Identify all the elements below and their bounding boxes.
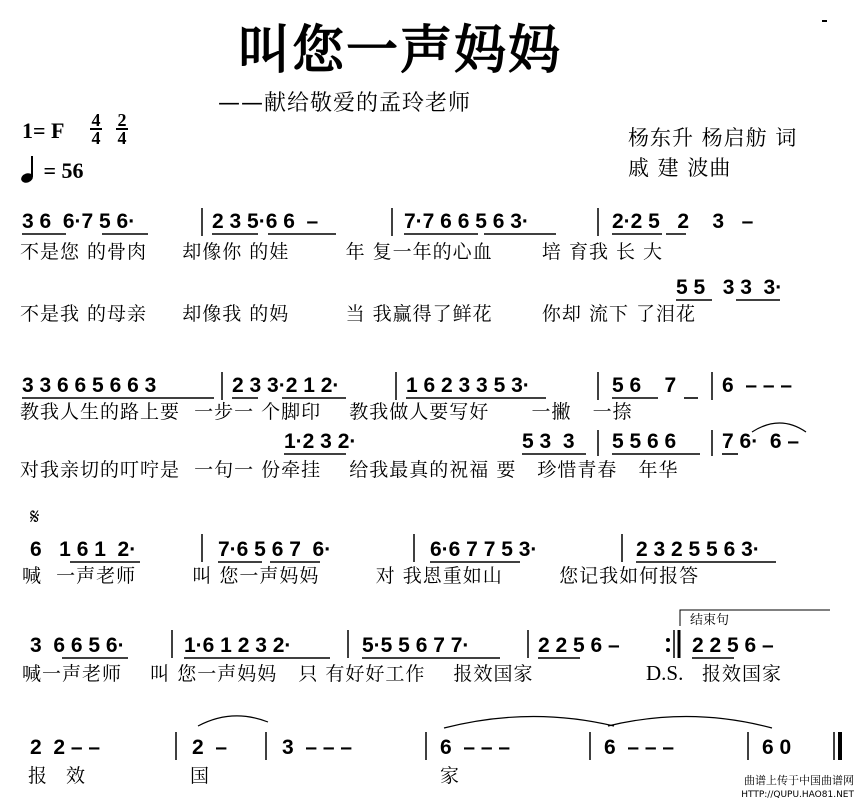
notes-4-m2: 1·6 1 2 3 2· [184, 634, 292, 657]
lyric-2-verse-1: 教我人生的路上要 一步一 个脚印 教我做人要写好 一撇 一捺 [20, 401, 633, 423]
notes-5-m6: 6 0 [762, 736, 792, 759]
alt-notes-2d: 7 6· 6 – [722, 430, 800, 453]
lyric-3: 喊 一声老师 叫 您一声妈妈 对 我恩重如山 您记我如何报答 [22, 565, 700, 587]
notes-1-m4: 2·2 5 2 3 – [612, 210, 754, 233]
time-signature-4-4: 4 4 [91, 110, 101, 148]
system-2 [20, 372, 806, 481]
tempo-value: = 56 [43, 158, 84, 183]
notes-5-m3: 3 – – – [282, 736, 353, 759]
ending-label: 结束句 [690, 613, 730, 628]
notes-1-m3: 7·7 6 6 5 6 3· [404, 210, 529, 233]
alt-notes-2c: 5 5 6 6 [612, 430, 677, 453]
watermark-text: 曲谱上传于中国曲谱网 [744, 774, 854, 787]
notes-5-m5: 6 – – – [604, 736, 675, 759]
notes-5-m4: 6 – – – [440, 736, 511, 759]
notes-2-m4: 5 6 7 [612, 374, 677, 397]
time-signature-2-4: 2 4 [117, 110, 127, 148]
alt-notes-2b: 5 3 3 [522, 430, 575, 453]
notes-3-m3: 6·6 7 7 5 3· [430, 538, 538, 561]
notes-5-m2: 2 – [192, 736, 228, 759]
system-4 [22, 610, 830, 685]
notes-4-m4: 2 2 5 6 – [538, 634, 620, 657]
tie [608, 716, 772, 728]
notes-4-m1: 3 6 6 5 6· [30, 634, 125, 657]
lyric-5-a: 报 [28, 765, 49, 787]
notes-2-m5: 6 – – – [722, 374, 793, 397]
notes-3-m1: 6 1 6 1 2· [30, 538, 137, 561]
notes-2-m1: 3 3 6 6 5 6 6 3 [22, 374, 157, 397]
notes-2-m2: 2 3 3·2 1 2· [232, 374, 340, 397]
system-3 [22, 505, 776, 587]
notes-1-m1: 3 6 6·7 5 6· [22, 210, 136, 233]
lyric-1-verse-2: 不是我 的母亲 却像我 的妈 当 我赢得了鲜花 你却 流下 了泪花 [20, 303, 696, 325]
alt-notes-2a: 1·2 3 2· [284, 430, 357, 453]
notes-4-m5: 2 2 5 6 – [692, 634, 774, 657]
lyric-5-b: 效 [66, 765, 87, 787]
notes-4-m3: 5·5 5 6 7 7· [362, 634, 470, 657]
tie [444, 716, 614, 728]
notes-1-m2: 2 3 5·6 6 – [212, 210, 319, 233]
segno-icon: 𝄋 [30, 505, 40, 530]
song-subtitle: ——献给敬爱的孟玲老师 [218, 91, 472, 116]
lyric-5-d: 家 [440, 765, 461, 787]
watermark-url: HTTP://QUPU.HAO81.NET [741, 790, 854, 800]
ds-marking: D.S. [646, 661, 684, 685]
lyricist-credit: 杨东升 杨启舫 词 [628, 126, 798, 150]
system-5 [28, 716, 840, 787]
composer-credit: 戚 建 波曲 [628, 156, 732, 180]
song-title: 叫您一声妈妈 [237, 21, 562, 81]
notes-5-m1: 2 2 – – [30, 736, 101, 759]
system-1 [20, 208, 782, 325]
notes-2-m3: 1 6 2 3 3 5 3· [406, 374, 530, 397]
tie [198, 716, 268, 726]
notes-3-m2: 7·6 5 6 7 6· [218, 538, 332, 561]
lyric-1-verse-1: 不是您 的骨肉 却像你 的娃 年 复一年的心血 培 育我 长 大 [20, 241, 664, 263]
lyric-4b: 报效国家 [702, 663, 783, 685]
lyric-5-c: 国 [190, 765, 211, 787]
lyric-2-verse-2: 对我亲切的叮咛是 一句一 份牵挂 给我最真的祝福 要 珍惜青春 年华 [20, 459, 679, 481]
alt-notes-1: 5 5 3 3 3· [676, 276, 783, 299]
lyric-4: 喊一声老师 叫 您一声妈妈 只 有好好工作 报效国家 [22, 663, 534, 685]
notes-3-m4: 2 3 2 5 5 6 3· [636, 538, 760, 561]
key-signature: 1= F [22, 118, 65, 143]
